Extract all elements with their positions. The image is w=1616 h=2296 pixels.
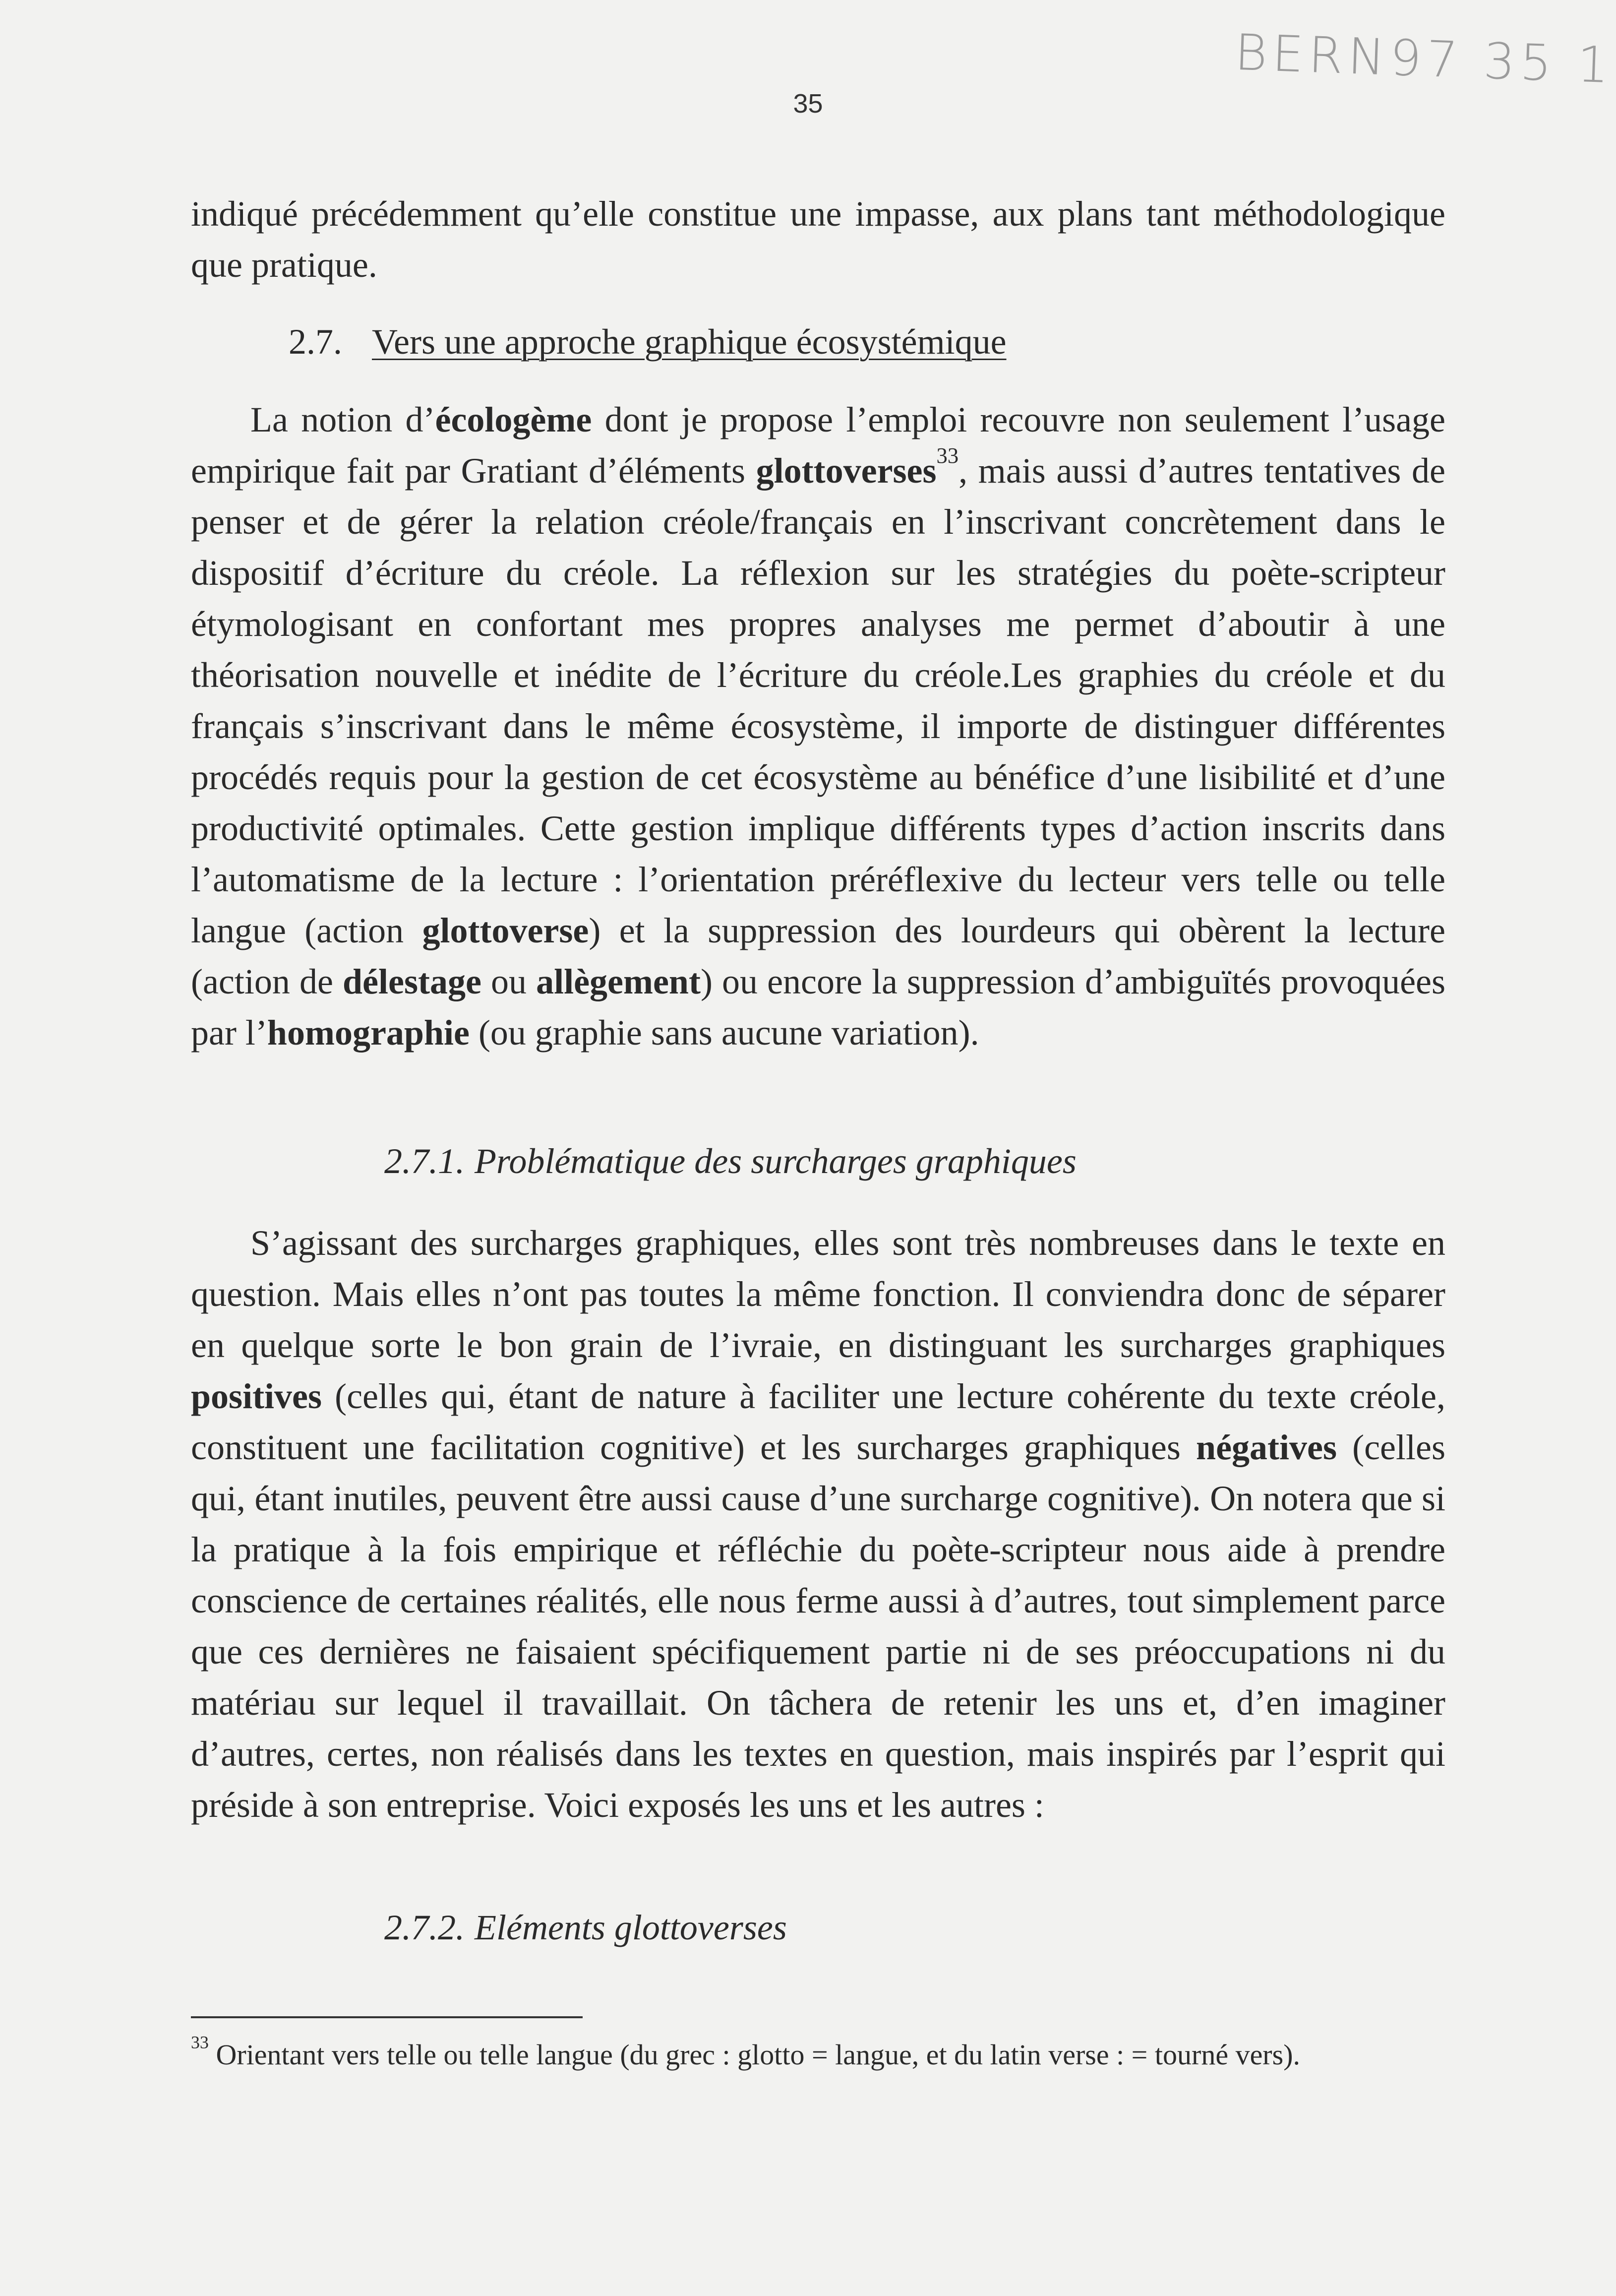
section-number: 2.7.2. <box>384 1908 465 1947</box>
bold-term: écologème <box>435 400 592 439</box>
intro-paragraph <box>191 188 1445 291</box>
text-run: dont je propose l’emploi recouvre non seulement l’usage empirique fait par Gratiant d’éléments <box>191 400 1446 491</box>
section-heading-2-7 <box>289 316 1007 368</box>
text-run: La notion d’ <box>250 400 435 439</box>
section-title: Vers une approche graphique écosystémique <box>372 322 1007 362</box>
footnote-reference[interactable]: 33 <box>936 442 959 468</box>
text-run: ) ou encore la suppression d’ambiguïtés provoquées par l’ <box>191 962 1446 1053</box>
footnote-divider <box>191 2016 583 2018</box>
text-run: (ou graphie sans aucune variation). <box>469 1013 979 1053</box>
text-run: (celles qui, étant inutiles, peuvent être aussi cause d’une surcharge cognitive). On notera que si la pratique à la fois empirique et réfléchie du poète-scripteur nous aide à prendre conscience de certaines réalités, elle nous ferme aussi à d’autres, tout simplement parce que ces dernières ne faisaient spécifiquement partie ni de ses préoccupations ni du matériau sur lequel il travaillait. On tâchera de retenir les uns et, d’en imaginer d’autres, certes, non réalisés dans les textes en question, mais inspirés par l’esprit qui préside à son entreprise. Voici exposés les uns et les autres : <box>191 1427 1445 1825</box>
section-number: 2.7.1. <box>384 1141 465 1181</box>
handwritten-annotation: BERN97 35 1 <box>1234 23 1615 95</box>
text-run: , mais aussi d’autres tentatives de penser et de gérer la relation créole/français en l’inscrivant concrètement dans le dispositif d’écriture du créole. La réflexion sur les stratégies du poète-scripteur étymologisant en confortant mes propres analyses me permet d’aboutir à une théorisation nouvelle et inédite de l’écriture du créole.Les graphies du créole et du français s’inscrivant dans le même écosystème, il importe de distinguer différentes procédés requis pour la gestion de cet écosystème au bénéfice d’une lisibilité et d’une productivité optimales. Cette gestion implique différents types d’action inscrits dans l’automatisme de la lecture : l’orientation préréflexive du lecteur vers telle ou telle langue (action <box>191 451 1445 950</box>
text-run: ) et la suppression des lourdeurs qui obèrent la lecture (action de <box>191 911 1445 1001</box>
bold-term: glottoverses <box>756 451 937 491</box>
section-title: Eléments glottoverses <box>475 1908 787 1947</box>
paragraph-text <box>191 394 1445 1058</box>
section-title: Problématique des surcharges graphiques <box>475 1141 1077 1181</box>
footnote <box>191 2034 1445 2076</box>
text-run: (celles qui, étant de nature à faciliter une lecture cohérente du texte créole, constituent une facilitation cognitive) et les surcharges graphiques <box>191 1376 1445 1467</box>
bold-term: glottoverse <box>422 911 589 950</box>
bold-term: délestage <box>343 962 481 1001</box>
bold-term: allègement <box>536 962 701 1001</box>
section-heading-2-7-2 <box>384 1902 787 1953</box>
footnote-number: 33 <box>191 2032 209 2052</box>
paragraph-ecologeme <box>191 394 1445 1058</box>
paragraph-text <box>191 1218 1445 1831</box>
section-number: 2.7. <box>289 322 342 362</box>
bold-term: positives <box>191 1376 322 1416</box>
text-run: S’agissant des surcharges graphiques, elles sont très nombreuses dans le texte en question. Mais elles n’ont pas toutes la même fonction. Il conviendra donc de séparer en quelque sorte le bon grain de l’ivraie, en distinguant les surcharges graphiques <box>191 1223 1445 1365</box>
bold-term: homographie <box>267 1013 470 1053</box>
section-heading-2-7-1 <box>384 1136 1077 1187</box>
bold-term: négatives <box>1196 1427 1337 1467</box>
text-run: ou <box>481 962 537 1001</box>
intro-text: indiqué précédemment qu’elle constitue une impasse, aux plans tant méthodologique que pratique. <box>191 194 1445 285</box>
paragraph-surcharges <box>191 1218 1445 1831</box>
footnote-text: Orientant vers telle ou telle langue (du grec : glotto = langue, et du latin verse : = tourné vers). <box>208 2039 1301 2071</box>
page-number: 35 <box>793 89 823 119</box>
faint-bleed-through <box>149 20 496 50</box>
